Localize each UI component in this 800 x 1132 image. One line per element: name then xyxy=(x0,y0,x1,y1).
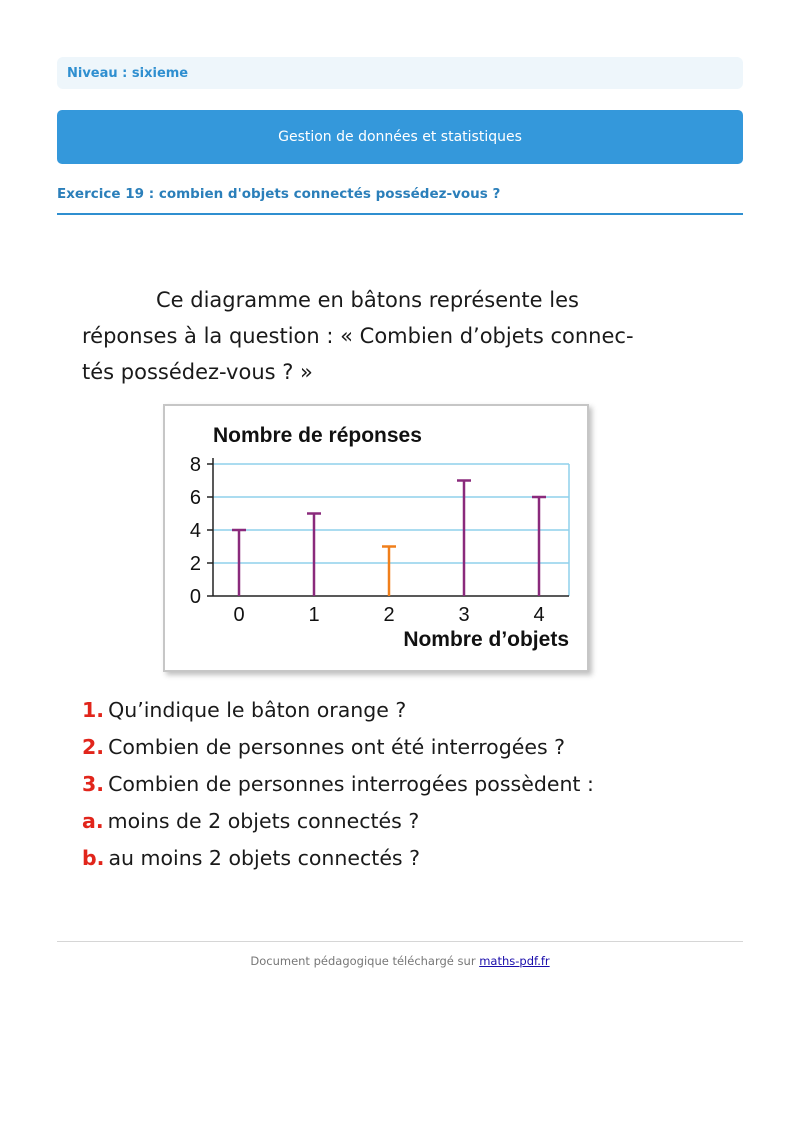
question-list xyxy=(82,692,702,877)
question-number: b. xyxy=(82,846,105,870)
question-number: 1. xyxy=(82,698,105,722)
bar-chart xyxy=(165,406,587,670)
y-tick-label: 6 xyxy=(189,487,201,509)
question-number: 2. xyxy=(82,735,105,759)
footer-link[interactable]: maths-pdf.fr xyxy=(479,954,550,968)
exercise-intro xyxy=(82,282,682,390)
question-text: Qu’indique le bâton orange ? xyxy=(108,698,407,722)
question-3a xyxy=(82,803,702,840)
topic-banner xyxy=(57,110,743,164)
intro-line-1: Ce diagramme en bâtons représente les xyxy=(156,288,579,312)
topic-title: Gestion de données et statistiques xyxy=(278,129,522,145)
question-text: moins de 2 objets connectés ? xyxy=(107,809,420,833)
footer-divider xyxy=(57,941,743,942)
question-number: 3. xyxy=(82,772,105,796)
y-tick-label: 0 xyxy=(189,586,201,608)
y-tick-label: 8 xyxy=(189,454,201,476)
question-2 xyxy=(82,729,702,766)
y-tick-label: 4 xyxy=(189,520,201,542)
intro-line-3: tés possédez-vous ? » xyxy=(82,360,313,384)
level-label: Niveau : sixieme xyxy=(57,57,743,89)
x-tick-label: 4 xyxy=(533,604,545,626)
question-number: a. xyxy=(82,809,104,833)
bar-2 xyxy=(382,547,396,597)
question-text: Combien de personnes ont été interrogées ? xyxy=(108,735,566,759)
bar-4 xyxy=(532,497,546,596)
exercise-title: Exercice 19 : combien d'objets connectés possédez-vous ? xyxy=(57,186,743,215)
question-text: Combien de personnes interrogées possèdent : xyxy=(108,772,594,796)
x-tick-label: 2 xyxy=(383,604,395,626)
intro-line-2: réponses à la question : « Combien d’objets connec- xyxy=(82,324,634,348)
bar-3 xyxy=(457,481,471,597)
question-1 xyxy=(82,692,702,729)
x-tick-label: 3 xyxy=(458,604,470,626)
footer xyxy=(57,954,743,968)
x-axis-label: Nombre d’objets xyxy=(403,628,569,651)
x-tick-label: 0 xyxy=(233,604,245,626)
bar-1 xyxy=(307,514,321,597)
y-tick-label: 2 xyxy=(189,553,201,575)
x-tick-label: 1 xyxy=(308,604,320,626)
chart-title: Nombre de réponses xyxy=(213,424,422,447)
question-3 xyxy=(82,766,702,803)
bar-chart-frame xyxy=(163,404,589,672)
question-3b xyxy=(82,840,702,877)
question-text: au moins 2 objets connectés ? xyxy=(108,846,421,870)
footer-text: Document pédagogique téléchargé sur xyxy=(250,954,476,968)
